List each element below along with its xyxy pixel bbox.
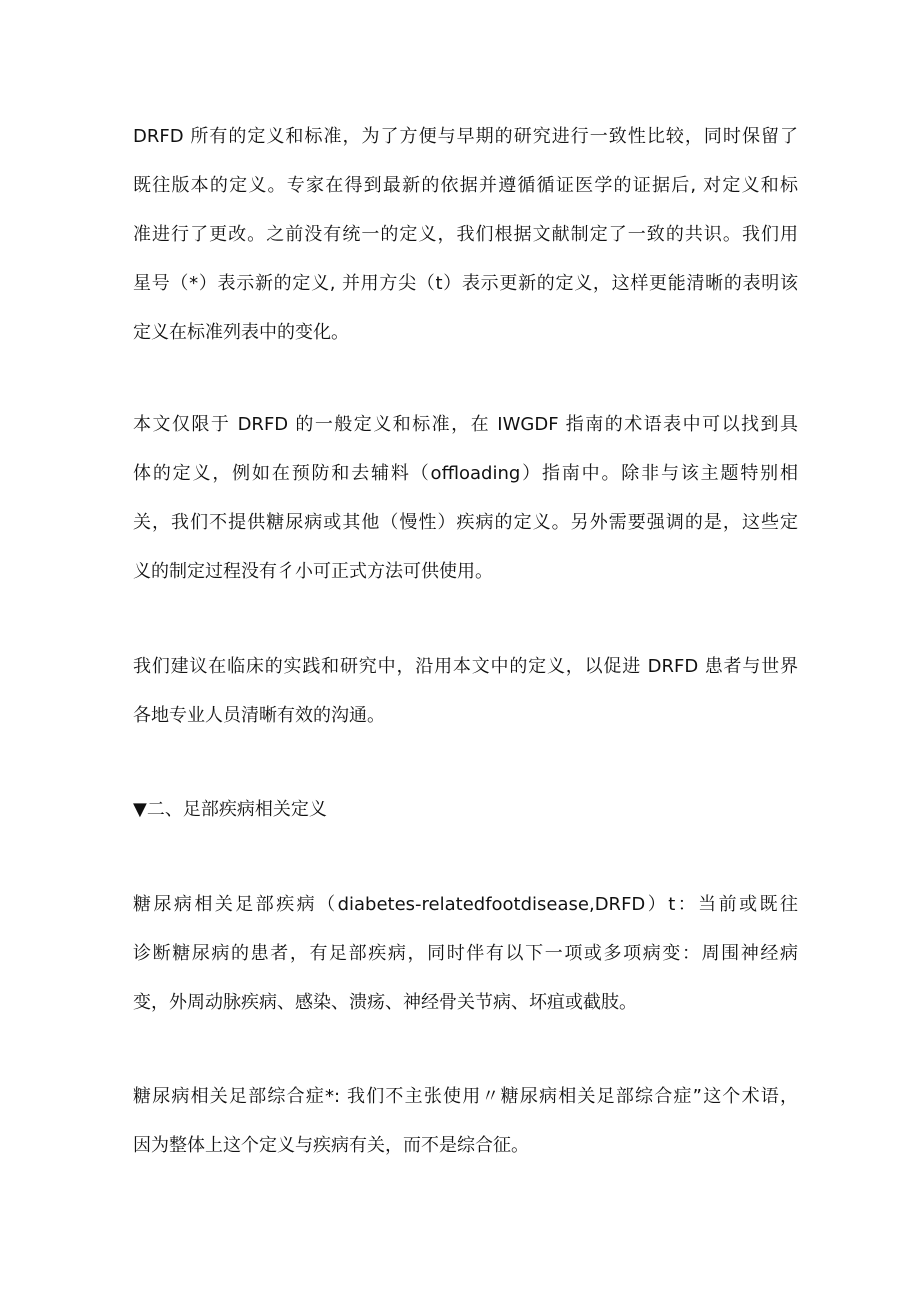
text-line: 糖尿病相关足部疾病（diabetes-relatedfootdisease,DRFD）t：当前或既往 bbox=[133, 894, 798, 915]
text-line: 准进行了更改。之前没有统一的定义，我们根据文献制定了一致的共识。我们用 bbox=[133, 224, 798, 245]
text-line: 定义在标准列表中的变化。 bbox=[133, 322, 349, 343]
paragraph-recommendation bbox=[133, 642, 798, 740]
text-line: 各地专业人员清晰有效的沟通。 bbox=[133, 705, 385, 726]
text-line: 星号（*）表示新的定义, 并用方尖（t）表示更新的定义，这样更能清晰的表明该 bbox=[133, 273, 798, 294]
text-line: 变，外周动脉疾病、感染、溃疡、神经骨关节病、坏疽或截肢。 bbox=[133, 992, 637, 1013]
text-line: 本文仅限于 DRFD 的一般定义和标准，在 IWGDF 指南的术语表中可以找到具 bbox=[133, 414, 798, 435]
paragraph-definitions-history bbox=[133, 112, 798, 357]
text-line: 义的制定过程没有彳小可正式方法可供使用。 bbox=[133, 561, 493, 582]
paragraph-scope bbox=[133, 400, 798, 596]
section-heading-text: ▼二、足部疾病相关定义 bbox=[133, 799, 327, 820]
text-line: 因为整体上这个定义与疾病有关，而不是综合征。 bbox=[133, 1135, 529, 1156]
text-line: 我们建议在临床的实践和研究中，沿用本文中的定义，以促进 DRFD 患者与世界 bbox=[133, 656, 798, 677]
text-line: DRFD 所有的定义和标准，为了方便与早期的研究进行一致性比较，同时保留了 bbox=[133, 126, 798, 147]
text-line: 体的定义，例如在预防和去辅料（offloading）指南中。除非与该主题特别相 bbox=[133, 463, 798, 484]
text-line: 诊断糖尿病的患者，有足部疾病，同时伴有以下一项或多项病变：周围神经病 bbox=[133, 943, 798, 964]
paragraph-syndrome-definition bbox=[133, 1072, 798, 1170]
text-line: 关，我们不提供糖尿病或其他（慢性）疾病的定义。另外需要强调的是，这些定 bbox=[133, 512, 798, 533]
section-heading bbox=[133, 785, 798, 834]
text-line: 糖尿病相关足部综合症*: 我们不主张使用〃糖尿病相关足部综合症”这个术语， bbox=[133, 1086, 798, 1107]
text-line: 既往版本的定义。专家在得到最新的依据并遵循循证医学的证据后, 对定义和标 bbox=[133, 175, 798, 196]
paragraph-drfd-definition bbox=[133, 880, 798, 1027]
